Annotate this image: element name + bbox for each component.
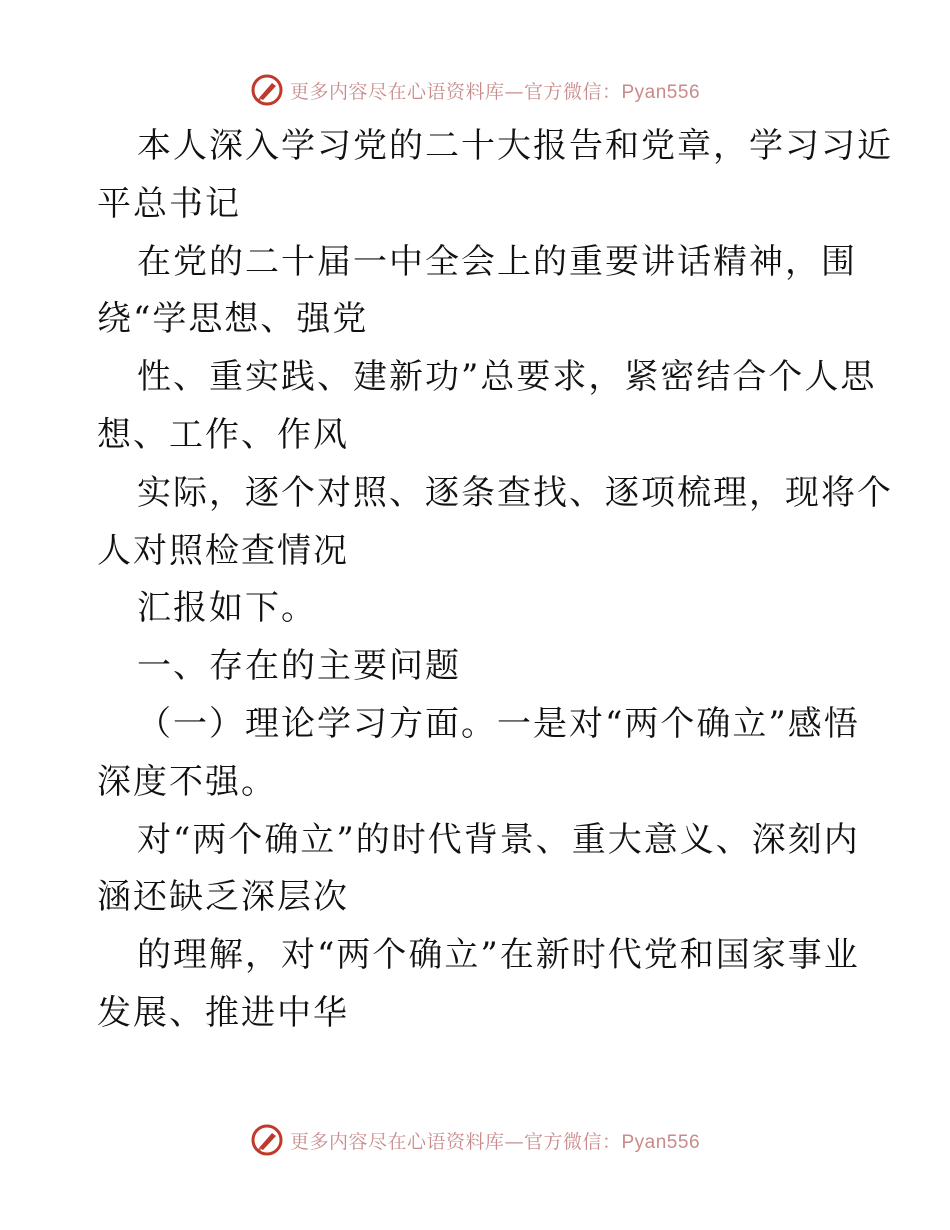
text-line: 绕“学思想、强党	[97, 299, 369, 340]
pen-logo-icon	[250, 1123, 284, 1157]
text-line: 性、重实践、建新功”总要求，紧密结合个人思	[137, 357, 877, 398]
document-body	[97, 118, 893, 1043]
text-line: 涵还缺乏深层次	[97, 877, 349, 918]
text-line: 一、存在的主要问题	[137, 646, 461, 687]
text-line: 本人深入学习党的二十大报告和党章，学习习近	[137, 126, 893, 166]
header-watermark-banner	[0, 70, 950, 110]
banner-account: Pyan556	[621, 81, 701, 103]
text-line: 对“两个确立”的时代背景、重大意义、深刻内	[137, 819, 860, 860]
text-line: 的理解，对“两个确立”在新时代党和国家事业	[137, 935, 860, 976]
text-line: 发展、推进中华	[97, 992, 349, 1033]
text-line: 实际，逐个对照、逐条查找、逐项梳理，现将个	[137, 472, 893, 513]
banner-account: Pyan556	[621, 1131, 701, 1153]
text-line: （一）理论学习方面。一是对“两个确立”感悟	[137, 703, 860, 744]
text-line: 深度不强。	[97, 761, 277, 802]
pen-logo-icon	[250, 73, 284, 107]
text-line: 平总书记	[97, 183, 241, 224]
footer-watermark-banner	[0, 1120, 950, 1160]
banner-text: 更多内容尽在心语资料库—官方微信：Pyan556	[289, 80, 701, 103]
text-line: 在党的二十届一中全会上的重要讲话精神，围	[137, 241, 857, 282]
text-line: 人对照检查情况	[97, 530, 349, 571]
text-line: 汇报如下。	[137, 588, 317, 629]
text-line: 想、工作、作风	[97, 414, 349, 455]
banner-text: 更多内容尽在心语资料库—官方微信：Pyan556	[289, 1130, 701, 1153]
